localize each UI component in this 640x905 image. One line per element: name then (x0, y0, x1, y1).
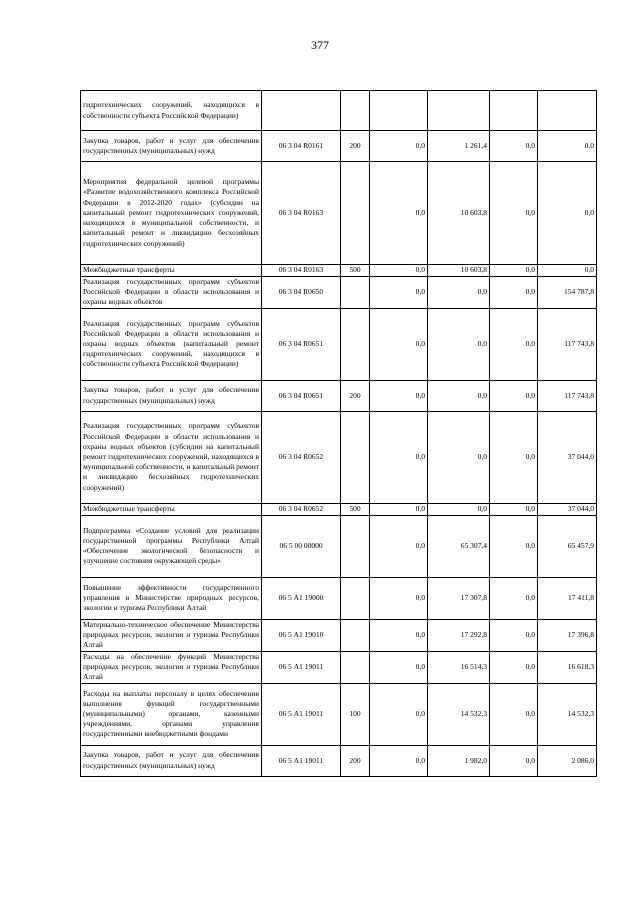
row-amount-2: 17 307,8 (428, 577, 490, 619)
row-amount-3: 0,0 (490, 277, 538, 309)
row-amount-4: 117 743,8 (538, 308, 597, 380)
row-expense-type: 200 (341, 131, 370, 162)
row-description: Реализация государственных программ субъектов Российской Федерации в области использования и охраны водных объектов (81, 277, 262, 309)
row-expense-type: 500 (341, 503, 370, 515)
row-amount-3: 0,0 (490, 503, 538, 515)
row-expense-type (341, 91, 370, 131)
row-target-code: 06 5 А1 19011 (262, 651, 341, 683)
row-amount-3: 0,0 (490, 683, 538, 745)
row-target-code: 06 3 04 R0651 (262, 380, 341, 411)
row-amount-3: 0,0 (490, 131, 538, 162)
row-amount-1: 0,0 (370, 277, 428, 309)
row-amount-2: 10 603,8 (428, 162, 490, 265)
table-row (81, 162, 597, 265)
row-description: Закупка товаров, работ и услуг для обеспечения государственных (муниципальных) нужд (81, 380, 262, 411)
row-amount-1: 0,0 (370, 619, 428, 651)
row-amount-1: 0,0 (370, 411, 428, 503)
row-amount-3: 0,0 (490, 162, 538, 265)
row-amount-3: 0,0 (490, 308, 538, 380)
row-amount-3: 0,0 (490, 380, 538, 411)
table-row (81, 503, 597, 515)
row-description: гидротехнических сооружений, находящихся в собственности субъекта Российской Федерации) (81, 91, 262, 131)
row-amount-2: 10 603,8 (428, 265, 490, 277)
row-amount-2: 0,0 (428, 503, 490, 515)
table-row (81, 577, 597, 619)
table-row (81, 619, 597, 651)
row-expense-type (341, 577, 370, 619)
row-amount-2: 0,0 (428, 411, 490, 503)
row-amount-4: 65 457,9 (538, 515, 597, 577)
row-amount-4: 154 787,8 (538, 277, 597, 309)
row-description: Реализация государственных программ субъектов Российской Федерации в области использования и охраны водных объектов (субсидии на капитальный ремонт гидротехнических сооружений, находящихся в муниципальной собственности, и капитальный ремонт и ликвидацию бесхозяйных гидротехнических сооружений) (81, 411, 262, 503)
row-target-code: 06 3 04 R0651 (262, 308, 341, 380)
row-amount-4: 117 743,8 (538, 380, 597, 411)
row-target-code: 06 5 А1 19011 (262, 683, 341, 745)
row-expense-type (341, 308, 370, 380)
row-target-code: 06 5 А1 19000 (262, 577, 341, 619)
row-target-code (262, 91, 341, 131)
row-amount-3: 0,0 (490, 577, 538, 619)
row-target-code: 06 3 04 R0163 (262, 162, 341, 265)
row-amount-4 (538, 91, 597, 131)
row-amount-4: 0,0 (538, 265, 597, 277)
row-amount-4: 16 618,3 (538, 651, 597, 683)
row-amount-1: 0,0 (370, 308, 428, 380)
row-amount-1: 0,0 (370, 515, 428, 577)
row-description: Повышение эффективности государственного управления в Министерстве природных ресурсов, экологии и туризма Республики Алтай (81, 577, 262, 619)
row-amount-1: 0,0 (370, 651, 428, 683)
row-amount-1: 0,0 (370, 131, 428, 162)
row-description: Закупка товаров, работ и услуг для обеспечения государственных (муниципальных) нужд (81, 745, 262, 776)
row-expense-type (341, 651, 370, 683)
row-expense-type (341, 411, 370, 503)
row-amount-3: 0,0 (490, 619, 538, 651)
row-amount-4: 14 532,3 (538, 683, 597, 745)
table-row (81, 308, 597, 380)
row-description: Подпрограмма «Создание условий для реализации государственной программы Республики Алтай «Обеспечение экологической безопасности и улучшение состояния окружающей среды» (81, 515, 262, 577)
row-description: Межбюджетные трансферты (81, 503, 262, 515)
row-amount-2: 0,0 (428, 308, 490, 380)
row-description: Мероприятия федеральной целевой программы «Развитие водохозяйственного комплекса Российской Федерации в 2012-2020 годах» (субсидии на капитальный ремонт гидротехнических сооружений, находящихся в муниципальной собственности, и капитальный ремонт и ликвидацию бесхозяйных гидротехнических сооружений) (81, 162, 262, 265)
table-row (81, 683, 597, 745)
row-target-code: 06 3 04 R0161 (262, 131, 341, 162)
row-amount-2 (428, 91, 490, 131)
row-amount-2: 1 261,4 (428, 131, 490, 162)
table-row (81, 411, 597, 503)
row-amount-3: 0,0 (490, 745, 538, 776)
row-amount-4: 37 044,0 (538, 411, 597, 503)
row-amount-2: 16 514,3 (428, 651, 490, 683)
row-expense-type: 200 (341, 745, 370, 776)
row-amount-1: 0,0 (370, 265, 428, 277)
row-target-code: 06 5 А1 19010 (262, 619, 341, 651)
row-amount-4: 2 086,0 (538, 745, 597, 776)
row-amount-1: 0,0 (370, 380, 428, 411)
row-amount-1: 0,0 (370, 577, 428, 619)
row-expense-type (341, 277, 370, 309)
row-amount-3: 0,0 (490, 411, 538, 503)
row-description: Расходы на выплаты персоналу в целях обеспечения выполнения функций государственными (муниципальными) органами, казенными учреждениями, органами управления государственными внебюджетными фондами (81, 683, 262, 745)
row-description: Материально-техническое обеспечение Министерства природных ресурсов, экологии и туризма Республики Алтай (81, 619, 262, 651)
table-row (81, 745, 597, 776)
table-row (81, 265, 597, 277)
table-row (81, 131, 597, 162)
row-amount-2: 0,0 (428, 277, 490, 309)
row-amount-1: 0,0 (370, 503, 428, 515)
row-target-code: 06 3 04 R0652 (262, 503, 341, 515)
row-amount-2: 0,0 (428, 380, 490, 411)
table-body (81, 91, 597, 777)
budget-table (80, 90, 597, 777)
row-target-code: 06 5 00 00000 (262, 515, 341, 577)
row-description: Реализация государственных программ субъектов Российской Федерации в области использования и охраны водных объектов (капитальный ремонт гидротехнических сооружений, находящихся в собственности субъекта Российской Федерации) (81, 308, 262, 380)
row-description: Расходы на обеспечение функций Министерства природных ресурсов, экологии и туризма Республики Алтай (81, 651, 262, 683)
row-amount-2: 65 307,4 (428, 515, 490, 577)
row-expense-type: 100 (341, 683, 370, 745)
row-amount-1: 0,0 (370, 745, 428, 776)
row-expense-type: 200 (341, 380, 370, 411)
row-description: Межбюджетные трансферты (81, 265, 262, 277)
table-row (81, 380, 597, 411)
row-target-code: 06 5 А1 19011 (262, 745, 341, 776)
row-amount-3: 0,0 (490, 265, 538, 277)
row-amount-4: 37 044,0 (538, 503, 597, 515)
row-target-code: 06 3 04 R0163 (262, 265, 341, 277)
row-expense-type (341, 619, 370, 651)
row-amount-1 (370, 91, 428, 131)
row-target-code: 06 3 04 R0652 (262, 411, 341, 503)
row-amount-4: 0,0 (538, 162, 597, 265)
row-amount-4: 0,0 (538, 131, 597, 162)
table-row (81, 651, 597, 683)
table-row (81, 277, 597, 309)
page-number: 377 (311, 38, 329, 52)
row-amount-3: 0,0 (490, 651, 538, 683)
row-amount-1: 0,0 (370, 162, 428, 265)
row-amount-2: 14 532,3 (428, 683, 490, 745)
row-description: Закупка товаров, работ и услуг для обеспечения государственных (муниципальных) нужд (81, 131, 262, 162)
row-amount-3: 0,0 (490, 515, 538, 577)
row-expense-type: 500 (341, 265, 370, 277)
row-amount-4: 17 411,8 (538, 577, 597, 619)
row-amount-2: 1 982,0 (428, 745, 490, 776)
row-target-code: 06 3 04 R0650 (262, 277, 341, 309)
row-amount-2: 17 292,8 (428, 619, 490, 651)
row-amount-1: 0,0 (370, 683, 428, 745)
table-row (81, 515, 597, 577)
table-row (81, 91, 597, 131)
row-expense-type (341, 515, 370, 577)
row-expense-type (341, 162, 370, 265)
row-amount-4: 17 396,8 (538, 619, 597, 651)
row-amount-3 (490, 91, 538, 131)
